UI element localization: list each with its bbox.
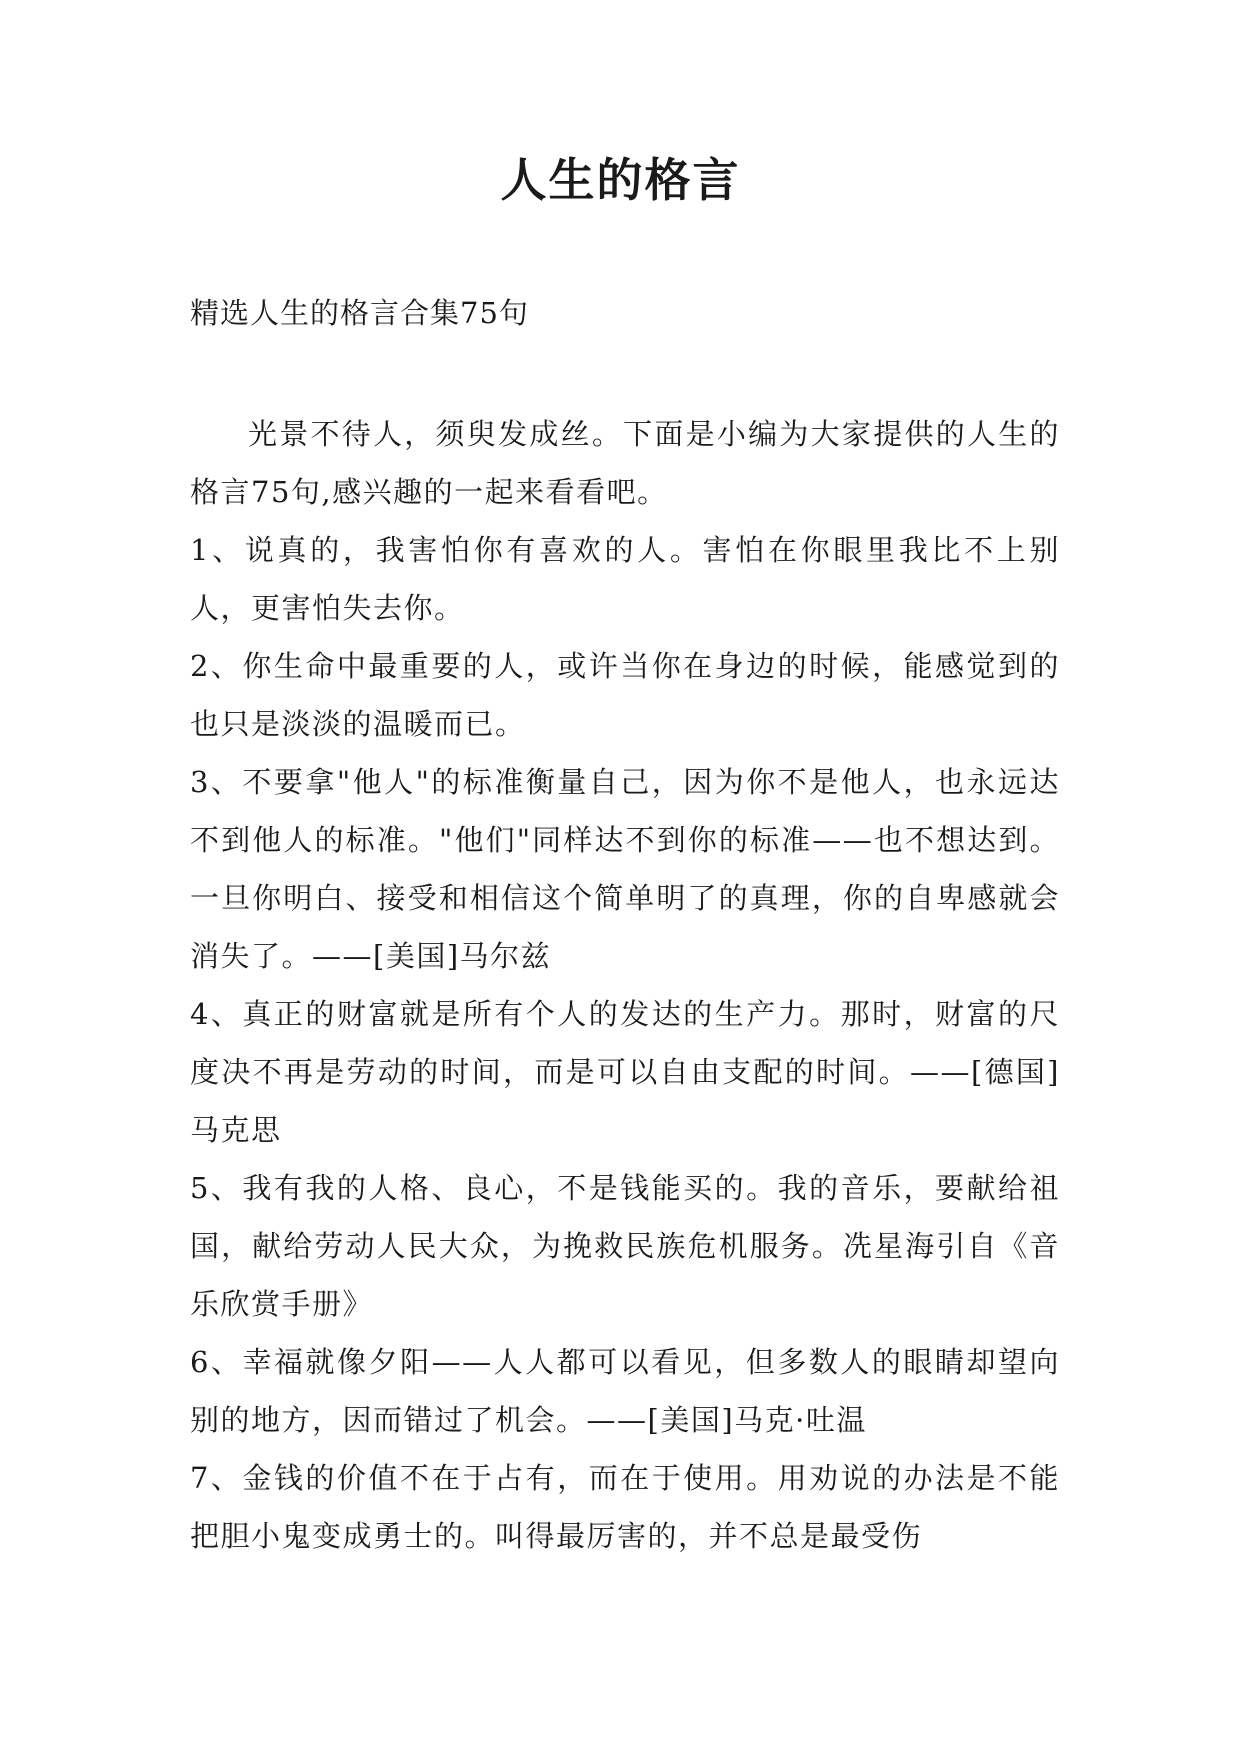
quote-item-6: 6、幸福就像夕阳——人人都可以看见，但多数人的眼睛却望向别的地方，因而错过了机会。——[美国]马克·吐温 xyxy=(190,1345,1060,1437)
quote-item-5: 5、我有我的人格、良心，不是钱能买的。我的音乐，要献给祖国，献给劳动人民大众，为挽救民族危机服务。冼星海引自《音乐欣赏手册》 xyxy=(190,1171,1060,1321)
document-subtitle: 精选人生的格言合集75句 xyxy=(190,296,529,330)
quote-item-2: 2、你生命中最重要的人，或许当你在身边的时候，能感觉到的也只是淡淡的温暖而已。 xyxy=(190,649,1060,741)
quote-item-1: 1、说真的，我害怕你有喜欢的人。害怕在你眼里我比不上别人，更害怕失去你。 xyxy=(190,533,1060,625)
document-title: 人生的格言 xyxy=(500,153,741,207)
intro-paragraph: 光景不待人，须臾发成丝。下面是小编为大家提供的人生的格言75句,感兴趣的一起来看看吧。 xyxy=(190,417,1060,509)
document-body xyxy=(190,405,1060,1565)
quote-item-3: 3、不要拿"他人"的标准衡量自己，因为你不是他人，也永远达不到他人的标准。"他们"同样达不到你的标准——也不想达到。一旦你明白、接受和相信这个简单明了的真理，你的自卑感就会消失了。——[美国]马尔兹 xyxy=(190,765,1060,973)
quote-item-7: 7、金钱的价值不在于占有，而在于使用。用劝说的办法是不能把胆小鬼变成勇士的。叫得最厉害的，并不总是最受伤 xyxy=(190,1461,1060,1553)
quote-item-4: 4、真正的财富就是所有个人的发达的生产力。那时，财富的尺度决不再是劳动的时间，而是可以自由支配的时间。——[德国]马克思 xyxy=(190,997,1060,1147)
